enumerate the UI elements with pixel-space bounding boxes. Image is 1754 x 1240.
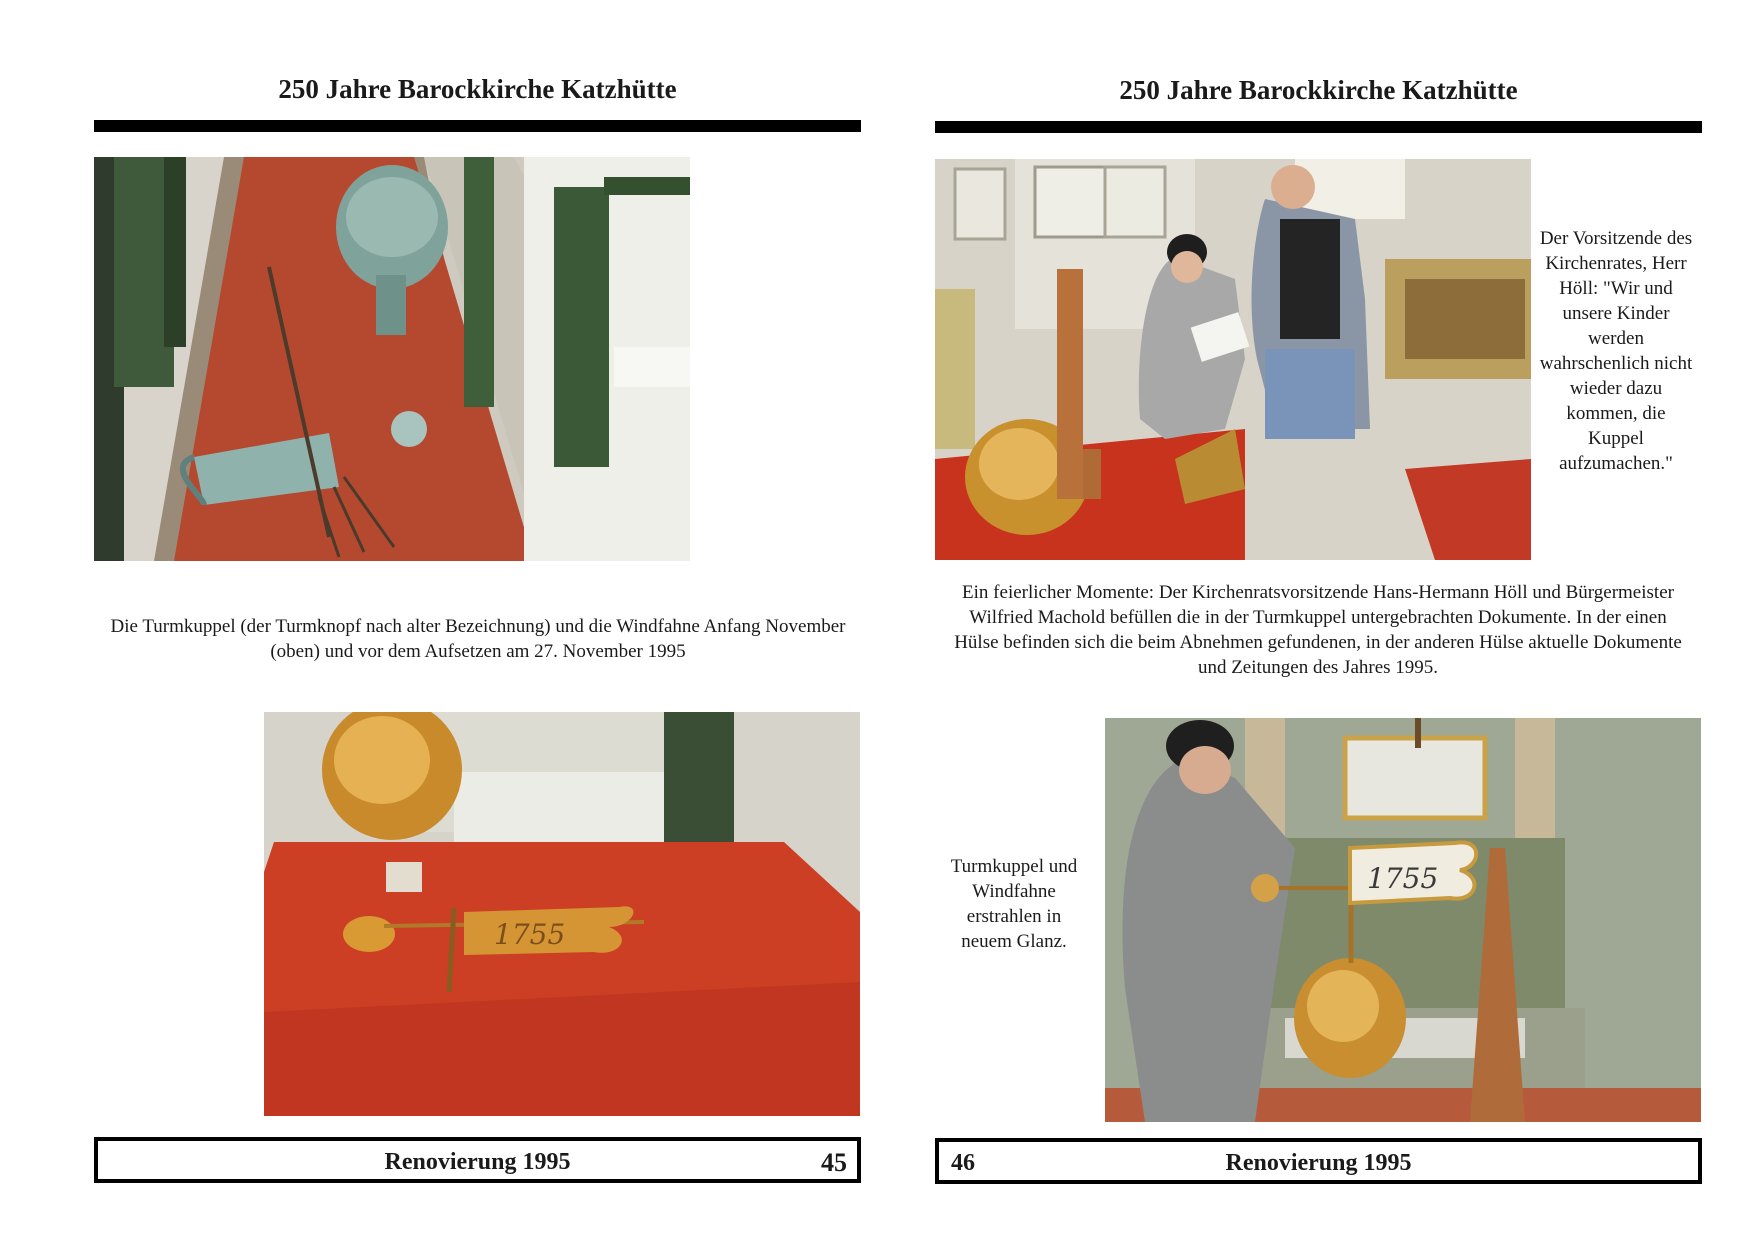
right-footer-title: Renovierung 1995 bbox=[1225, 1150, 1412, 1176]
right-main-caption: Ein feierlicher Momente: Der Kirchenratsvorsitzende Hans-Hermann Höll und Bürgermeister Wilfried Machold befüllen die in der Turmkuppel untergebrachten Dokumente. In der einen Hülse befinden sich die beim Abnehmen gefundenen, in der anderen Hülse aktuelle Dokumente und Zeitungen des Jahres 1995. bbox=[954, 582, 1682, 678]
left-vane-plate-text: 1755 bbox=[494, 918, 566, 951]
left-footer-title: Renovierung 1995 bbox=[384, 1149, 571, 1175]
right-page-number: 46 bbox=[951, 1150, 975, 1176]
left-page-footer bbox=[94, 1137, 861, 1183]
left-page-title: 250 Jahre Barockkirche Katzhütte bbox=[278, 74, 677, 104]
right-vane-plate-text: 1755 bbox=[1367, 862, 1439, 895]
left-page-number: 45 bbox=[821, 1148, 847, 1177]
photo-document-ceremony bbox=[935, 159, 1531, 560]
left-photo-caption: Die Turmkuppel (der Turmknopf nach alter Bezeichnung) und die Windfahne Anfang November (oben) und vor dem Aufsetzen am 27. November 1995 bbox=[110, 616, 846, 662]
right-lower-caption: Turmkuppel und Windfahne erstrahlen in neuem Glanz. bbox=[950, 856, 1078, 952]
right-side-caption: Der Vorsitzende des Kirchenrates, Herr Höll: "Wir und unsere Kinder werden wahrschenlich nicht wieder dazu kommen, die Kuppel aufzumachen." bbox=[1539, 228, 1693, 474]
photo-gilded-dome-on-carpet bbox=[264, 712, 860, 1116]
right-page-title: 250 Jahre Barockkirche Katzhütte bbox=[1119, 75, 1518, 105]
photo-vane-at-altar bbox=[1105, 718, 1701, 1122]
photo-old-dome-on-aisle bbox=[94, 157, 690, 561]
right-title-rule bbox=[935, 121, 1702, 133]
left-title-rule bbox=[94, 120, 861, 132]
right-page-footer bbox=[935, 1138, 1702, 1184]
